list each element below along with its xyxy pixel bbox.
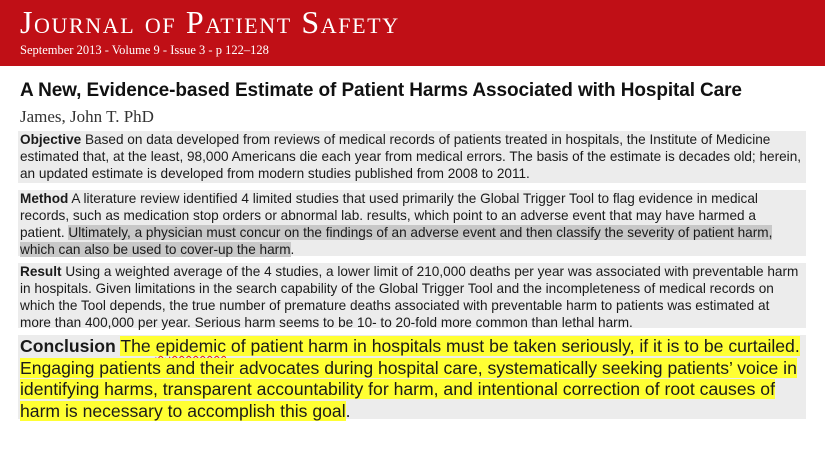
conclusion-pre: The <box>120 336 156 356</box>
conclusion-end: . <box>345 400 351 421</box>
method-label: Method <box>20 191 69 206</box>
objective-section <box>18 131 806 183</box>
author-name: James, John T. PhD <box>20 107 154 126</box>
result-label: Result <box>20 264 62 279</box>
method-section <box>18 190 806 256</box>
result-text: Using a weighted average of the 4 studies, a lower limit of 210,000 deaths per year was associated with preventable harm in hospitals. Given limitations in the search capability of the Global Trigger Tool and the incompleteness of medical records on which the Tool depends, the true number of premature deaths associated with preventable harm to patients was estimated at more than 400,000 per year. Serious harm seems to be 10- to 20-fold more common than lethal harm. <box>20 264 799 330</box>
method-end: . <box>290 242 295 257</box>
objective-text: Based on data developed from reviews of medical records of patients treated in hospitals, the Institute of Medicine estimated that, at the least, 98,000 Americans die each year from medical errors. The basis of the estimate is decades old; herein, an updated estimate is developed from modern studies published from 2008 to 2011. <box>20 132 802 181</box>
conclusion-label: Conclusion <box>20 336 116 356</box>
conclusion-post: of patient harm in hospitals must be taken seriously, if it is to be curtailed. Engaging patients and their advocates during hospital care, systematically seeking patients’ voice in identifying harms, transparent accountability for harm, and intentional correction of root causes of harm is necessary to accomplish this goal <box>20 336 800 421</box>
objective-label: Objective <box>20 132 82 147</box>
journal-banner <box>0 0 825 66</box>
conclusion-underlined-word: epidemic <box>155 336 227 356</box>
article-title: A New, Evidence-based Estimate of Patient Harms Associated with Hospital Care <box>20 80 742 101</box>
journal-title: Journal of Patient Safety <box>20 4 400 40</box>
issue-line: September 2013 - Volume 9 - Issue 3 - p 122–128 <box>20 43 269 57</box>
method-highlighted-text: Ultimately, a physician must concur on the findings of an adverse event and then classify the severity of patient harm, which can also be used to cover-up the harm <box>20 225 773 257</box>
method-text: A literature review identified 4 limited studies that used primarily the Global Trigger Tool to flag evidence in medical records, such as medication stop orders or abnormal lab. results, which point to an adverse event that may have harmed a patient. <box>20 191 758 240</box>
result-section <box>18 263 806 328</box>
conclusion-section <box>18 335 806 419</box>
conclusion-highlighted-text <box>20 336 800 421</box>
